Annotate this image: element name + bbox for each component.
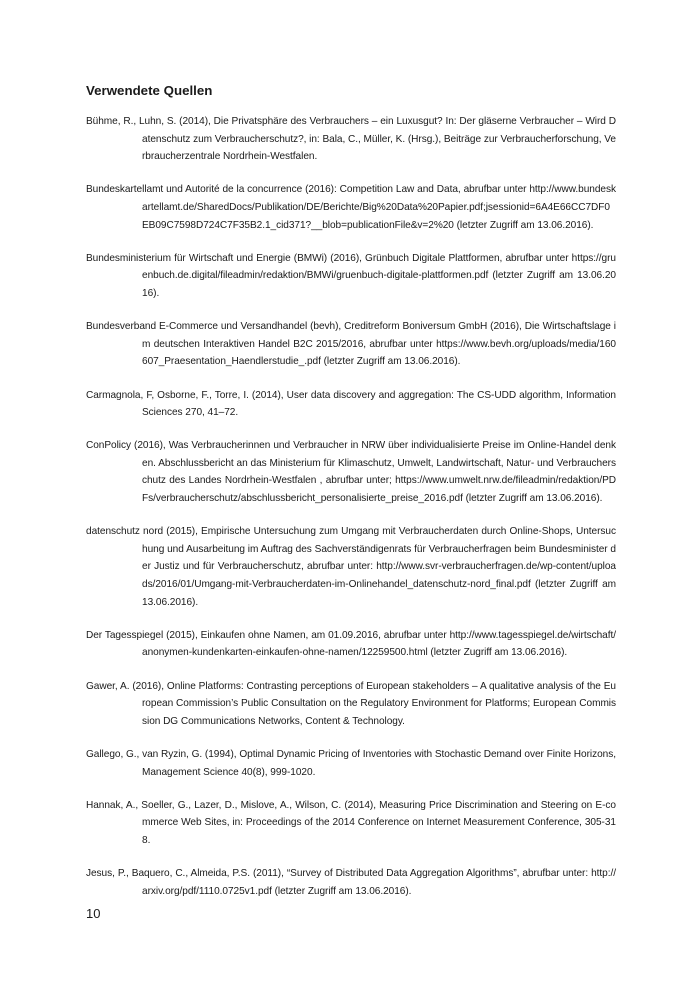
reference-item: Hannak, A., Soeller, G., Lazer, D., Mislove, A., Wilson, C. (2014), Measuring Price Discrimination and Steering on E-commerce Web Sites, in: Proceedings of the 2014 Conference on Internet Measurement Conference, 305-318. [86, 799, 616, 846]
reference-item: Carmagnola, F, Osborne, F., Torre, I. (2014), User data discovery and aggregation: The CS-UDD algorithm, Information Sciences 270, 41–72. [86, 389, 616, 419]
reference-item: Jesus, P., Baquero, C., Almeida, P.S. (2011), “Survey of Distributed Data Aggregation Algorithms”, abrufbar unter: http://arxiv.org/pdf/1110.0725v1.pdf (letzter Zugriff am 13.06.2016). [86, 868, 616, 897]
reference-item: datenschutz nord (2015), Empirische Untersuchung zum Umgang mit Verbraucherdaten durch Online-Shops, Untersuchung und Ausarbeitung im Auftrag des Sachverständigenrats für Verbraucherfragen beim Bundesminister der Justiz und für Verbraucherschutz, abrufbar unter: http://www.svr-verbraucherfragen.de/wp-content/uploads/2016/01/Umgang-mit-Verbraucherdaten-im-Onlinehandel_datenschutz-nord_final.pdf (letzter Zugriff am 13.06.2016). [86, 526, 616, 608]
reference-item: Gallego, G., van Ryzin, G. (1994), Optimal Dynamic Pricing of Inventories with Stochastic Demand over Finite Horizons, Management Science 40(8), 999-1020. [86, 748, 616, 778]
reference-item: Bundeskartellamt und Autorité de la concurrence (2016): Competition Law and Data, abrufbar unter http://www.bundeskartellamt.de/SharedDocs/Publikation/DE/Berichte/Big%20Data%20Papier.pdf;jsessionid=6A4E66CC7DF0EB09C7598D724C7F35B2.1_cid371?__blob=publicationFile&v=2%20 (letzter Zugriff am 13.06.2016). [86, 184, 616, 231]
reference-list [86, 113, 616, 916]
page-number: 10 [86, 906, 101, 921]
reference-item: Der Tagesspiegel (2015), Einkaufen ohne Namen, am 01.09.2016, abrufbar unter http://www.tagesspiegel.de/wirtschaft/anonymen-kundenkarten-einkaufen-ohne-namen/12259500.html (letzter Zugriff am 13.06.2016). [86, 629, 616, 659]
reference-item: Bundesministerium für Wirtschaft und Energie (BMWi) (2016), Grünbuch Digitale Plattformen, abrufbar unter https://gruenbuch.de.digital/fileadmin/redaktion/BMWi/gruenbuch-digitale-plattformen.pdf (letzter Zugriff am 13.06.2016). [86, 252, 616, 299]
reference-item: Bühme, R., Luhn, S. (2014), Die Privatsphäre des Verbrauchers – ein Luxusgut? In: Der gläserne Verbraucher – Wird Datenschutz zum Verbraucherschutz?, in: Bala, C., Müller, K. (Hrsg.), Beiträge zur Verbraucherforschung, Verbraucherzentrale Nordrhein-Westfalen. [86, 116, 616, 163]
section-heading: Verwendete Quellen [86, 83, 213, 98]
reference-item: ConPolicy (2016), Was Verbraucherinnen und Verbraucher in NRW über individualisierte Preise im Online-Handel denken. Abschlussbericht an das Ministerium für Klimaschutz, Umwelt, Landwirtschaft, Natur- und Verbraucherschutz des Landes Nordrhein-Westfalen , abrufbar unter; https://www.umwelt.nrw.de/fileadmin/redaktion/PDFs/verbraucherschutz/abschlussbericht_personalisierte_preise_2016.pdf (letzter Zugriff am 13.06.2016). [86, 440, 616, 505]
reference-item: Gawer, A. (2016), Online Platforms: Contrasting perceptions of European stakeholders – A qualitative analysis of the European Commission’s Public Consultation on the Regulatory Environment for Platforms; European Commission DG Communications Networks, Content & Technology. [86, 680, 616, 727]
reference-item: Bundesverband E-Commerce und Versandhandel (bevh), Creditreform Boniversum GmbH (2016), Die Wirtschaftslage im deutschen Interaktiven Handel B2C 2015/2016, abrufbar unter https://www.bevh.org/uploads/media/160607_Praesentation_Haendlerstudie_.pdf (letzter Zugriff am 13.06.2016). [86, 321, 616, 368]
